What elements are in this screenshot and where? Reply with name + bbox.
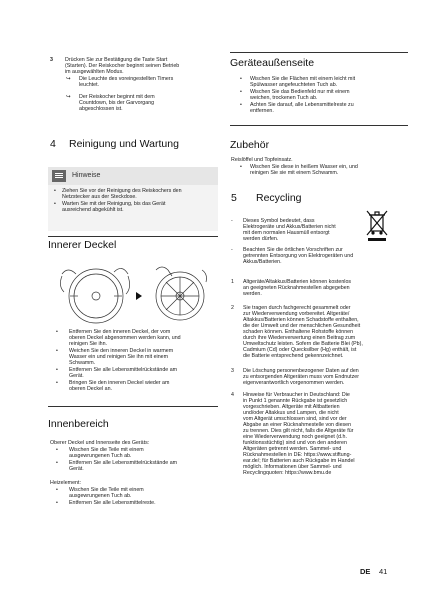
sub-line: Countdown, bis der Garvorgang: [79, 100, 155, 106]
body-line: Weichen Sie den inneren Deckel in warmem: [69, 348, 174, 354]
body-line: Sie tragen durch fachgerecht gesammelt oder: [243, 305, 351, 311]
body-line: die Batterie entsprechend gekennzeichnet.: [243, 353, 344, 359]
body-line: Entfernen Sie alle Lebensmittelreste.: [69, 500, 156, 506]
divider: [230, 52, 408, 53]
arrow-icon: ↪: [66, 94, 71, 100]
bullet-icon: •: [54, 188, 56, 194]
body-line: Wasser ein und reinigen Sie ihn mit einem: [69, 354, 169, 360]
body-line: Altgeräten getrennt werden. Sammel- und: [243, 446, 342, 452]
body-line: Wischen Sie die Flächen mit einem leicht mit: [250, 76, 356, 82]
body-line: Entfernen Sie alle Lebensmittelrückstände am: [69, 367, 178, 373]
list-number: 2: [231, 305, 234, 311]
body-line: Achten Sie darauf, alle Lebensmittelreste zu: [250, 102, 354, 108]
section-title: Reinigung und Wartung: [69, 138, 179, 150]
bullet-icon: •: [56, 348, 58, 354]
body-line: Wischen Sie diese in heißem Wasser ein, und: [250, 164, 358, 170]
language-code: DE: [360, 567, 371, 576]
page-number: 41: [379, 567, 388, 576]
note-line: Ziehen Sie vor der Reinigung des Reiskochers den: [62, 188, 182, 194]
bullet-icon: •: [240, 89, 242, 95]
notes-icon: [52, 170, 66, 182]
sub-line: Der Reiskocher beginnt mit dem: [79, 94, 155, 100]
body-line: an geeigneten Rücknahmestellen abgegeben: [243, 285, 350, 291]
body-line: Rücknahmestellen in DE: https://www.stiftung-: [243, 452, 352, 458]
bullet-icon: •: [240, 164, 242, 170]
body-line: und/oder Altakkus und Lampen, die nicht: [243, 410, 339, 416]
body-line: Hinweise für Verbraucher in Deutschland: Die: [243, 392, 350, 398]
divider: [48, 406, 218, 407]
body-line: Gerät.: [69, 466, 84, 472]
body-line: Elektrogeräte und Akkus/Batterien nicht: [243, 224, 336, 230]
body-line: reinigen Sie ihn.: [69, 341, 107, 347]
body-line: mit dem normalen Hausmüll entsorgt: [243, 230, 330, 236]
step-line: Drücken Sie zur Bestätigung die Taste Start: [65, 57, 168, 63]
divider: [230, 125, 408, 126]
body-line: Schwamm.: [69, 360, 96, 366]
body-line: ausgewrungenen Tuch ab.: [69, 453, 132, 459]
body-line: Reislöffel und Topfeinsatz.: [231, 157, 293, 163]
crossed-bin-icon: [365, 208, 389, 244]
bullet-icon: •: [56, 329, 58, 335]
body-line: Gerät.: [69, 373, 84, 379]
body-line: vorgeschrieben. Altgeräte mit Altbatterien: [243, 404, 340, 410]
body-line: eine Wiederverwendung noch geeignet (d.h.: [243, 434, 347, 440]
body-line: Recyclingquoten: https://www.bmu.de: [243, 470, 332, 476]
note-line: Netzstecker aus der Steckdose.: [62, 194, 137, 200]
body-line: möglich. Informationen über Sammel- und: [243, 464, 342, 470]
body-line: Bringen Sie den inneren Deckel wieder am: [69, 380, 170, 386]
step-line: (Starten). Der Reiskocher beginnt seinen Betrieb: [65, 63, 180, 69]
notes-title: Hinweise: [72, 172, 101, 179]
body-line: eigenverantwortlich vorgenommen werden.: [243, 380, 345, 386]
dash-icon: -: [231, 247, 233, 253]
body-line: Spülwasser angefeuchteten Tuch ab.: [250, 82, 338, 88]
dash-icon: -: [231, 218, 233, 224]
body-line: oberen Deckel an.: [69, 386, 112, 392]
arrow-icon: ↪: [66, 76, 71, 82]
body-line: vom Altgerät umschlossen sind, sind vor der: [243, 416, 347, 422]
list-number: 4: [231, 392, 234, 398]
subsection-title: Innerer Deckel: [48, 239, 117, 251]
body-line: Dieses Symbol bedeutet, dass: [243, 218, 315, 224]
step-number: 3: [50, 57, 53, 63]
list-number: 3: [231, 368, 234, 374]
notes-body: [48, 185, 218, 231]
sub-line: Die Leuchte des voreingestellten Timers: [79, 76, 174, 82]
bullet-icon: •: [56, 447, 58, 453]
notes-header: [48, 167, 218, 185]
body-line: zur Wiederverwendung vorbereitet. Altgeräte/: [243, 311, 350, 317]
body-line: zu trennen. Dies gilt nicht, falls die Altgeräte für: [243, 428, 354, 434]
body-line: Altakkus/Batterien können Schadstoffe enthalten,: [243, 317, 359, 323]
section-number: 5: [231, 192, 237, 204]
body-line: Wischen Sie das Bedienfeld nur mit einem: [250, 89, 350, 95]
body-line: Entfernen Sie den inneren Deckel, der vom: [69, 329, 171, 335]
lid-removal-diagram: [60, 268, 129, 323]
body-line: Altgeräte/Altakkus/Batterien können kostenlos: [243, 279, 352, 285]
body-line: weichen, trockenen Tuch ab.: [250, 95, 318, 101]
bullet-icon: •: [56, 487, 58, 493]
arrow-right-icon: [136, 292, 142, 300]
list-number: 1: [231, 279, 234, 285]
bullet-icon: •: [240, 102, 242, 108]
body-line: ausgewrungenen Tuch ab.: [69, 493, 132, 499]
bullet-icon: •: [56, 367, 58, 373]
body-line: die der Umwelt und der menschlichen Gesundheit: [243, 323, 361, 329]
subsection-title: Geräteaußenseite: [230, 57, 315, 69]
body-line: werden dürfen.: [243, 236, 279, 242]
subsection-title: Zubehör: [230, 139, 270, 151]
body-line: ear.de/; für Batterien auch Rückgabe im Handel: [243, 458, 355, 464]
body-line: funktionsstüchtig) sind und von den anderen: [243, 440, 347, 446]
inner-lid-illustration: [56, 262, 214, 328]
body-line: durch ihre Wiederverwertung einen Beitrag zum: [243, 335, 356, 341]
divider: [48, 236, 218, 237]
body-line: Entfernen Sie alle Lebensmittelrückstände am: [69, 460, 178, 466]
body-line: Cadmium (Cd) oder Quecksilber (Hg) enthält, ist: [243, 347, 357, 353]
body-line: getrennten Entsorgung von Elektrogeräten und: [243, 253, 354, 259]
body-line: werden.: [243, 291, 262, 297]
subsection-title: Innenbereich: [48, 418, 109, 430]
body-line: oberen Deckel abgenommen werden kann, und: [69, 335, 181, 341]
body-line: reinigen Sie sie mit einem Schwamm.: [250, 170, 339, 176]
notes-box: [48, 167, 218, 231]
section-number: 4: [50, 138, 56, 150]
body-line: Wischen Sie die Teile mit einem: [69, 447, 144, 453]
body-line: zu entsorgenden Altgeräten muss vom Endnutzer: [243, 374, 360, 380]
body-line: Wischen Sie die Teile mit einem: [69, 487, 144, 493]
body-line: schaden können. Enthaltene Rohstoffe können: [243, 329, 354, 335]
body-line: Abgabe an einer Rücknahmestelle von diesen: [243, 422, 352, 428]
body-line: in Punkt 1 genannte Rückgabe ist gesetzlich: [243, 398, 348, 404]
bullet-icon: •: [54, 201, 56, 207]
lid-cleaning-diagram: [156, 267, 207, 320]
note-line: Warten Sie mit der Reinigung, bis das Gerät: [62, 201, 166, 207]
step-line: im ausgewählten Modus.: [65, 69, 124, 75]
sub-line: abgeschlossen ist.: [79, 106, 123, 112]
bullet-icon: •: [56, 380, 58, 386]
bullet-icon: •: [240, 76, 242, 82]
body-line: Akkus/Batterien.: [243, 259, 282, 265]
bullet-icon: •: [56, 460, 58, 466]
body-line: Umweltschutz leisten. Sofern die Batterie Blei (Pb),: [243, 341, 363, 347]
section-title: Recycling: [256, 192, 302, 204]
note-line: ausreichend abgekühlt ist.: [62, 207, 124, 213]
body-line: Beachten Sie die örtlichen Vorschriften zur: [243, 247, 343, 253]
sub-line: leuchtet.: [79, 82, 100, 88]
body-line: Oberer Deckel und Innenseite des Geräts:: [50, 440, 150, 446]
body-line: Heizelement:: [50, 480, 81, 486]
body-line: Die Löschung personenbezogener Daten auf den: [243, 368, 359, 374]
bullet-icon: •: [56, 500, 58, 506]
body-line: entfernen.: [250, 108, 274, 114]
